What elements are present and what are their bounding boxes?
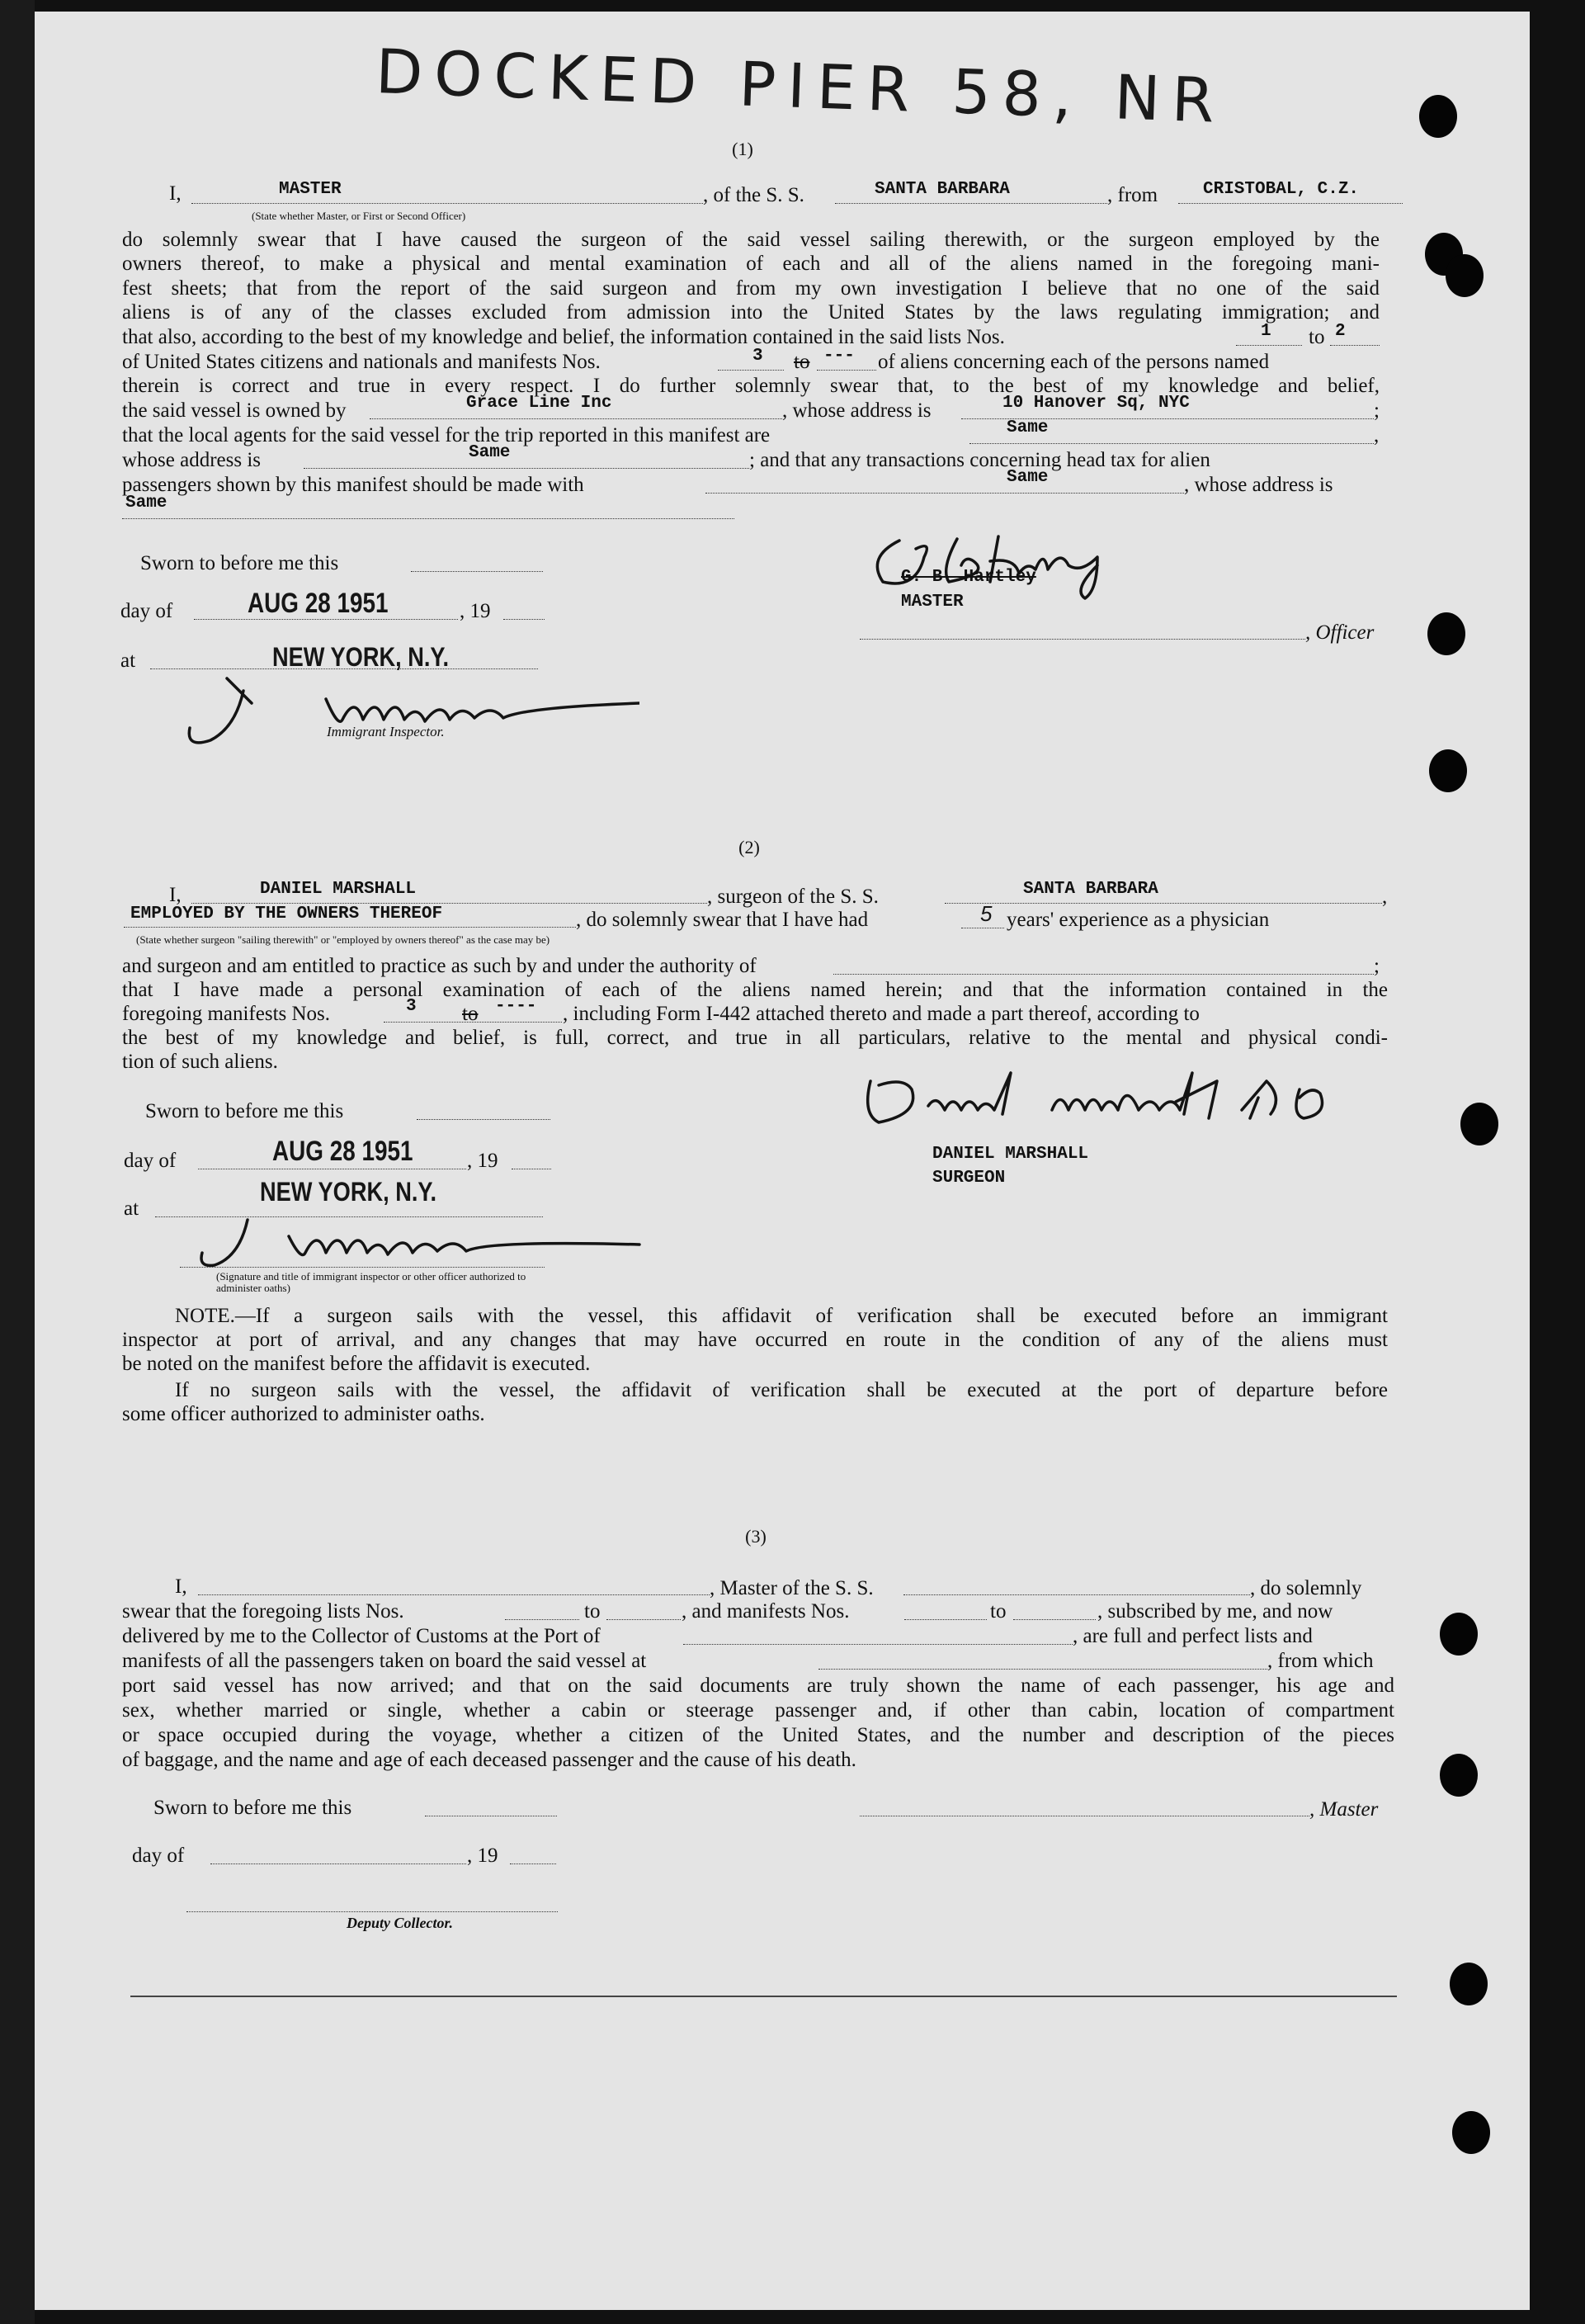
inspector-signature bbox=[190, 1212, 652, 1278]
text: , surgeon of the S. S. bbox=[707, 886, 879, 908]
text: , from which bbox=[1267, 1650, 1374, 1672]
text: , including Form I-442 attached thereto and made a part thereof, according to bbox=[563, 1003, 1200, 1025]
master-vessel-field bbox=[903, 1594, 1250, 1595]
master-name-field bbox=[198, 1594, 710, 1595]
surgeon-manifests-from: 3 bbox=[406, 997, 417, 1016]
sworn-label: Sworn to before me this bbox=[153, 1797, 352, 1819]
manifests-from-value: 3 bbox=[752, 347, 763, 366]
embarkation-field bbox=[818, 1669, 1267, 1670]
text: ; and that any transactions concerning head tax for alien bbox=[749, 449, 1210, 471]
text: years' experience as a physician bbox=[1007, 909, 1270, 931]
text: of baggage, and the name and age of each deceased passenger and the cause of his death. bbox=[122, 1749, 856, 1771]
rank-field bbox=[191, 203, 703, 204]
section-number: (2) bbox=[738, 837, 760, 857]
binder-hole bbox=[1419, 95, 1457, 138]
surgeon-printed-name: DANIEL MARSHALL bbox=[932, 1145, 1089, 1164]
text: , of the S. S. bbox=[703, 184, 804, 206]
note-text: be noted on the manifest before the affidavit is executed. bbox=[122, 1353, 591, 1375]
at-label: at bbox=[124, 1197, 139, 1220]
surgeon-name-value: DANIEL MARSHALL bbox=[260, 880, 417, 899]
text: delivered by me to the Collector of Customs at the Port of bbox=[122, 1625, 601, 1647]
text: manifests of all the passengers taken on board the said vessel at bbox=[122, 1650, 647, 1672]
text: , Master of the S. S. bbox=[710, 1577, 874, 1599]
text: the said vessel is owned by bbox=[122, 399, 347, 422]
lists-to-field bbox=[606, 1619, 681, 1620]
date-stamp: AUG 28 1951 bbox=[248, 588, 389, 619]
scan-left-edge bbox=[0, 0, 35, 2324]
text: therein is correct and true in every respect. I do further solemnly swear that, to the best of my knowledge and belief, bbox=[122, 375, 1380, 397]
head-tax-value: Same bbox=[1007, 468, 1049, 487]
day-of-label: day of bbox=[120, 600, 173, 622]
binder-hole bbox=[1450, 1963, 1488, 2005]
authority-field bbox=[833, 974, 1374, 975]
manifests-to-value: --- bbox=[823, 347, 855, 366]
agents-address-value: Same bbox=[469, 443, 511, 462]
agents-value: Same bbox=[1007, 418, 1049, 437]
binder-hole bbox=[1427, 612, 1465, 655]
text: whose address is bbox=[122, 449, 262, 471]
lists-to-field bbox=[1330, 345, 1380, 346]
sworn-label: Sworn to before me this bbox=[140, 552, 339, 574]
port-field bbox=[683, 1644, 1073, 1645]
note-text: some officer authorized to administer oaths. bbox=[122, 1403, 485, 1425]
section-number: (1) bbox=[732, 139, 753, 159]
surgeon-name-field bbox=[191, 903, 707, 904]
text: the best of my knowledge and belief, is full, correct, and true in all particulars, relative to the mental and physical condi- bbox=[122, 1027, 1388, 1049]
year-label: , 19 bbox=[467, 1150, 498, 1172]
year-label: , 19 bbox=[460, 600, 491, 622]
note-text: NOTE.—If a surgeon sails with the vessel, this affidavit of verification shall be executed before an immigrant bbox=[175, 1305, 1388, 1327]
date-stamp: AUG 28 1951 bbox=[272, 1136, 413, 1167]
surgeon-vessel-value: SANTA BARBARA bbox=[1023, 880, 1158, 899]
text: to bbox=[1309, 326, 1325, 348]
officer-signature-name: G. B. Hartley bbox=[901, 568, 1036, 587]
text: owners thereof, to make a physical and mental examination of each and all of the aliens named in the foregoing mani- bbox=[122, 253, 1380, 275]
text: , do solemnly bbox=[1250, 1577, 1362, 1599]
text: tion of such aliens. bbox=[122, 1051, 278, 1073]
text: ; bbox=[1374, 955, 1380, 977]
text: , bbox=[1382, 886, 1388, 908]
from-port-field bbox=[1178, 203, 1403, 204]
text: of aliens concerning each of the persons named bbox=[878, 351, 1270, 373]
text: that I have made a personal examination of each of the aliens named herein; and that the information contained in the bbox=[122, 979, 1388, 1001]
manifests-to-field bbox=[1013, 1619, 1096, 1620]
owner-value: Grace Line Inc bbox=[466, 394, 612, 413]
text: aliens is of any of the classes excluded from admission into the United States by the laws regulating immigration; and bbox=[122, 301, 1380, 324]
binder-hole bbox=[1440, 1754, 1478, 1797]
text: do solemnly swear that I have caused the surgeon of the said vessel sailing therewith, or the surgeon employed by the bbox=[122, 229, 1380, 251]
text: and surgeon and am entitled to practice as such by and under the authority of bbox=[122, 955, 757, 977]
officer-label: , Officer bbox=[1305, 621, 1375, 644]
sworn-label: Sworn to before me this bbox=[145, 1100, 344, 1122]
text: to bbox=[584, 1600, 601, 1623]
text: to bbox=[990, 1600, 1007, 1623]
text: , and manifests Nos. bbox=[682, 1600, 850, 1623]
text: that also, according to the best of my knowledge and belief, the information contained in the said lists Nos. bbox=[122, 326, 1005, 348]
handwritten-note: DOCKED PIER 58, NR bbox=[374, 36, 1227, 137]
binder-hole bbox=[1446, 254, 1484, 297]
text: sex, whether married or single, whether a cabin or steerage passenger and, if other than cabin, location of compartment bbox=[122, 1699, 1394, 1722]
inspector-caption: Immigrant Inspector. bbox=[327, 724, 445, 739]
text: of United States citizens and nationals and manifests Nos. bbox=[122, 351, 601, 373]
vessel-value: SANTA BARBARA bbox=[875, 180, 1010, 199]
text: , do solemnly swear that I have had bbox=[576, 909, 869, 931]
collector-signature-field bbox=[186, 1911, 558, 1912]
head-tax-field bbox=[705, 493, 1184, 494]
manifests-from-field bbox=[718, 370, 784, 371]
note-text: inspector at port of arrival, and any changes that may have occurred en route in the condition of any of the aliens must bbox=[122, 1329, 1388, 1351]
lists-from-value: 1 bbox=[1261, 322, 1271, 341]
officer-signature-field bbox=[860, 639, 1305, 640]
binder-hole bbox=[1440, 1613, 1478, 1656]
text: swear that the foregoing lists Nos. bbox=[122, 1600, 404, 1623]
text: foregoing manifests Nos. bbox=[122, 1003, 331, 1025]
text: , are full and perfect lists and bbox=[1073, 1625, 1313, 1647]
surgeon-signature bbox=[854, 1065, 1382, 1139]
agents-address-field bbox=[304, 468, 749, 469]
rank-value: MASTER bbox=[279, 180, 342, 199]
inspector-caption: (Signature and title of immigrant inspector or other officer authorized to administer oaths) bbox=[216, 1270, 526, 1294]
master-signature bbox=[850, 524, 1122, 602]
inspector-signature-field bbox=[180, 1267, 545, 1268]
day-of-label: day of bbox=[124, 1150, 177, 1172]
place-stamp: NEW YORK, N.Y. bbox=[272, 642, 450, 672]
vessel-field bbox=[835, 203, 1107, 204]
at-label: at bbox=[120, 649, 136, 672]
section-number: (3) bbox=[745, 1526, 767, 1547]
manifests-from-field bbox=[904, 1619, 987, 1620]
text: to bbox=[794, 351, 810, 373]
lists-to-value: 2 bbox=[1335, 322, 1346, 341]
employment-field bbox=[124, 927, 576, 928]
surgeon-vessel-field bbox=[945, 903, 1382, 904]
text: or space occupied during the voyage, whether a citizen of the United States, and the number and description of the pieces bbox=[122, 1724, 1394, 1746]
surgeon-manifests-to: ---- bbox=[495, 997, 537, 1016]
owner-field bbox=[370, 418, 782, 419]
officer-title: MASTER bbox=[901, 593, 964, 612]
master-label: , Master bbox=[1309, 1798, 1379, 1821]
collector-caption: Deputy Collector. bbox=[347, 1915, 453, 1931]
agents-field bbox=[969, 443, 1374, 444]
rank-caption: (State whether Master, or First or Second Officer) bbox=[252, 210, 466, 222]
employment-value: EMPLOYED BY THE OWNERS THEREOF bbox=[130, 905, 443, 923]
place-stamp: NEW YORK, N.Y. bbox=[260, 1177, 437, 1207]
head-tax-address-value: Same bbox=[125, 494, 167, 513]
text: I, bbox=[175, 1575, 187, 1598]
text: , bbox=[1374, 424, 1380, 446]
year-field bbox=[503, 619, 545, 620]
years-value: 5 bbox=[980, 901, 993, 926]
employment-caption: (State whether surgeon "sailing therewith" or "employed by owners thereof" as the case may be) bbox=[136, 933, 550, 946]
text: port said vessel has now arrived; and that on the said documents are truly shown the name of each passenger, his age and bbox=[122, 1675, 1394, 1697]
text: passengers shown by this manifest should be made with bbox=[122, 474, 584, 496]
year-field bbox=[510, 1863, 556, 1864]
text: , from bbox=[1107, 184, 1158, 206]
surgeon-printed-title: SURGEON bbox=[932, 1169, 1006, 1188]
text: I, bbox=[169, 182, 182, 205]
bottom-rule bbox=[130, 1996, 1397, 1997]
binder-hole bbox=[1460, 1103, 1498, 1145]
text: , whose address is bbox=[782, 399, 932, 422]
sworn-field bbox=[417, 1119, 550, 1120]
owner-address-value: 10 Hanover Sq, NYC bbox=[1002, 394, 1190, 413]
note-text: If no surgeon sails with the vessel, the affidavit of verification shall be executed at the port of departure before bbox=[175, 1379, 1388, 1401]
text: , whose address is bbox=[1184, 474, 1333, 496]
text: I, bbox=[169, 884, 182, 906]
binder-hole bbox=[1429, 749, 1467, 792]
head-tax-address-field bbox=[122, 518, 734, 519]
text: fest sheets; that from the report of the said surgeon and from my own investigation I believe that no one of the said bbox=[122, 277, 1380, 300]
manifests-to-field bbox=[817, 370, 876, 371]
sworn-field bbox=[411, 571, 543, 572]
text: to bbox=[462, 1003, 479, 1025]
text: that the local agents for the said vessel for the trip reported in this manifest are bbox=[122, 424, 771, 446]
inspector-signature bbox=[177, 670, 639, 761]
lists-from-field bbox=[505, 1619, 579, 1620]
year-label: , 19 bbox=[467, 1845, 498, 1867]
lists-from-field bbox=[1236, 345, 1302, 346]
day-of-label: day of bbox=[132, 1845, 185, 1867]
date-field bbox=[210, 1863, 466, 1864]
text: ; bbox=[1374, 399, 1380, 422]
text: , subscribed by me, and now bbox=[1097, 1600, 1333, 1623]
binder-hole bbox=[1452, 2111, 1490, 2154]
from-port-value: CRISTOBAL, C.Z. bbox=[1203, 180, 1360, 199]
